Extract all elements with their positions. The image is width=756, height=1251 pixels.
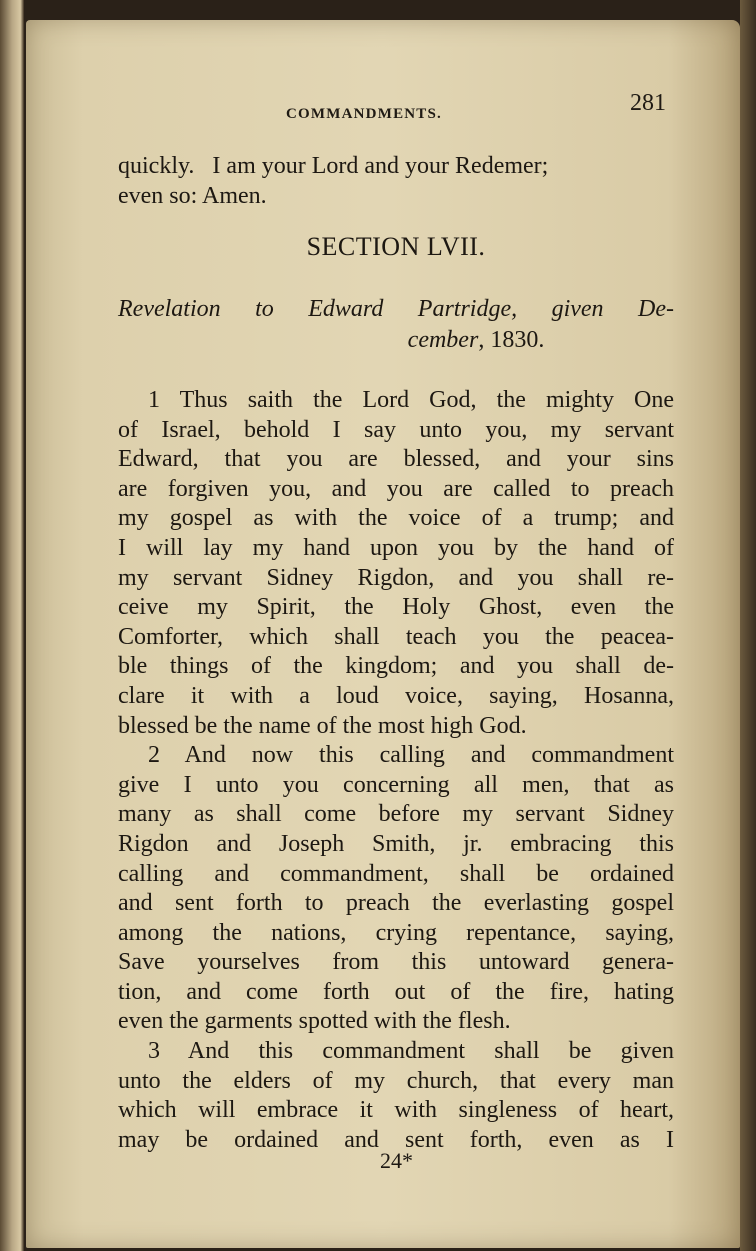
book-cover-edge [740, 0, 756, 1251]
section-heading: SECTION LVII. [306, 232, 486, 261]
verse-line: which will embrace it with singleness of heart, [118, 1097, 674, 1124]
text-line: quickly. I am your Lord and your Redemer; [118, 153, 549, 179]
verse-line: I will lay my hand upon you by the hand of [118, 534, 674, 561]
verse-line: give I unto you concerning all men, that as [118, 771, 674, 798]
subtitle-italic: cember [407, 327, 479, 353]
verse-line: 2 And now this calling and commandment [148, 742, 674, 769]
subtitle-line [118, 325, 674, 356]
verse-line: of Israel, behold I say unto you, my servant [118, 416, 674, 443]
facing-page-edge [0, 0, 24, 1251]
verse-line: may be ordained and sent forth, even as I [118, 1126, 674, 1153]
verse-line: calling and commandment, shall be ordained [118, 860, 674, 887]
signature-mark: 24* [380, 1148, 413, 1173]
verse-line: my servant Sidney Rigdon, and you shall re- [118, 564, 674, 591]
verse-line: ceive my Spirit, the Holy Ghost, even the [118, 594, 674, 621]
verse-line: tion, and come forth out of the fire, hating [118, 978, 674, 1005]
verse-line: my gospel as with the voice of a trump; and [118, 505, 674, 532]
verse-line: and sent forth to preach the everlasting gospel [118, 890, 674, 917]
verses [118, 386, 674, 1155]
verse-line: blessed be the name of the most high God. [118, 712, 527, 739]
verse-line: ble things of the kingdom; and you shall de- [118, 653, 674, 680]
verse-line: Comforter, which shall teach you the peacea- [118, 623, 674, 650]
verse-line: are forgiven you, and you are called to preach [118, 475, 674, 502]
text-line: even so: Amen. [118, 182, 267, 209]
verse-line: even the garments spotted with the flesh. [118, 1008, 511, 1035]
verse-line: 3 And this commandment shall be given [148, 1038, 674, 1065]
page-number: 281 [630, 90, 666, 116]
verse-line: clare it with a loud voice, saying, Hosanna, [118, 682, 674, 709]
subtitle-date: , 1830. [478, 327, 545, 353]
verse-line: many as shall come before my servant Sidney [118, 801, 674, 828]
verse-line: 1 Thus saith the Lord God, the mighty One [148, 387, 674, 413]
section-subtitle [118, 294, 674, 356]
running-head: COMMANDMENTS. [286, 106, 443, 122]
verse-line: Save yourselves from this untoward genera- [118, 949, 674, 976]
verse-line: Edward, that you are blessed, and your sins [118, 446, 674, 473]
verse-line: Rigdon and Joseph Smith, jr. embracing this [118, 830, 674, 857]
verse-line: unto the elders of my church, that every man [118, 1067, 674, 1094]
opening-lines [118, 152, 674, 211]
verse-line: among the nations, crying repentance, saying, [118, 919, 674, 946]
subtitle-line: Revelation to Edward Partridge, given De- [118, 296, 674, 322]
